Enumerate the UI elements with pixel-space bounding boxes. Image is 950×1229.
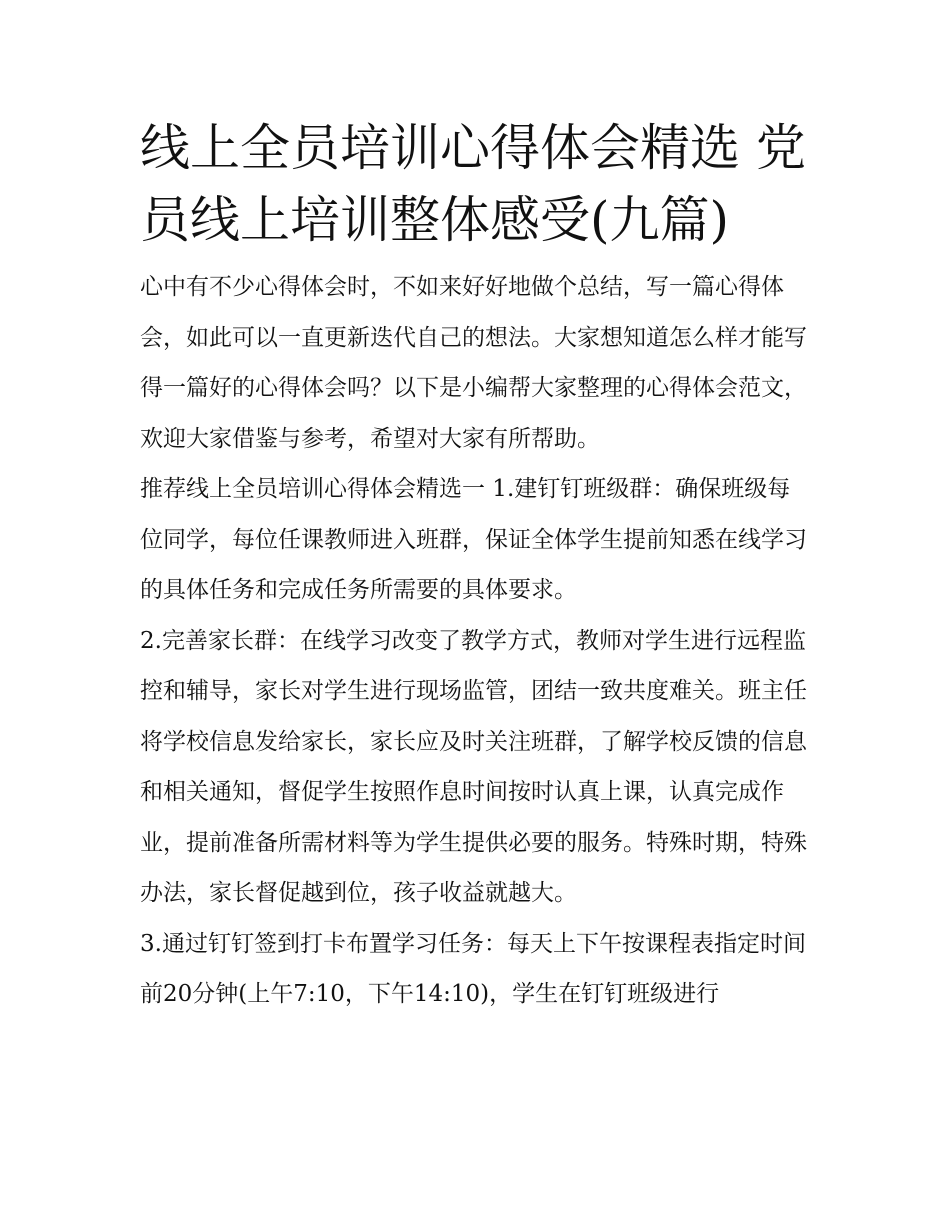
document-title: 线上全员培训心得体会精选 党员线上培训整体感受(九篇) bbox=[140, 119, 806, 249]
paragraph-intro: 心中有不少心得体会时，不如来好好地做个总结，写一篇心得体会，如此可以一直更新迭代自己的想法。大家想知道怎么样才能写得一篇好的心得体会吗？以下是小编帮大家整理的心得体会范文，欢迎大家借鉴与参考，希望对大家有所帮助。 bbox=[140, 274, 807, 452]
paragraph-1: 推荐线上全员培训心得体会精选一 1.建钉钉班级群：确保班级每位同学，每位任课教师进入班群，保证全体学生提前知悉在线学习的具体任务和完成任务所需要的具体要求。 bbox=[140, 476, 807, 603]
paragraph-3: 3.通过钉钉签到打卡布置学习任务：每天上下午按课程表指定时间前20分钟(上午7:10，下午14:10)，学生在钉钉班级进行 bbox=[140, 930, 806, 1007]
paragraph-2: 2.完善家长群：在线学习改变了教学方式，教师对学生进行远程监控和辅导，家长对学生进行现场监管，团结一致共度难关。班主任将学校信息发给家长，家长应及时关注班群，了解学校反馈的信息和相关通知，督促学生按照作息时间按时认真上课，认真完成作业，提前准备所需材料等为学生提供必要的服务。特殊时期，特殊办法，家长督促越到位，孩子收益就越大。 bbox=[140, 627, 807, 906]
document-page bbox=[140, 112, 812, 1020]
